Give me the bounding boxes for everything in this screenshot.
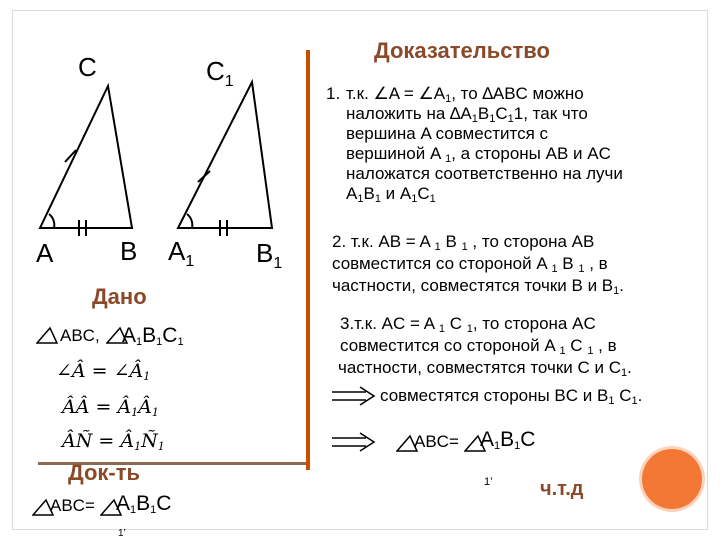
conclusion-trailing-index: 1’ bbox=[484, 476, 493, 488]
proof-step-1-number: 1. bbox=[326, 84, 341, 103]
proof-step-1-line-5: наложатся соответственно на лучи bbox=[346, 164, 623, 183]
vertex-label-a: A bbox=[36, 238, 54, 268]
proof-step-3-line-4: совместятся стороны BC и $B_1$ $C_1$. bbox=[380, 386, 643, 407]
triangle-icon bbox=[36, 326, 58, 344]
vertex-label-b1: $B_1$ bbox=[256, 238, 283, 272]
proof-step-3-line-3: частности, совместятся точки C и $C_1$. bbox=[338, 358, 632, 379]
triangles-figure bbox=[30, 70, 300, 240]
prove-trailing-index: 1’ bbox=[118, 528, 126, 539]
given-triangle-a1b1c1: $A_1B_1C_1$ bbox=[122, 324, 184, 348]
proof-step-3-line-1: 3.т.к. AC = A $_1$ C $_1$, то сторона AC bbox=[340, 314, 596, 335]
vertex-label-c: C bbox=[78, 52, 97, 82]
proof-step-2-line-2: совместится со стороной A $_1$ B $_1$ , в bbox=[332, 254, 608, 275]
orange-decorative-circle bbox=[642, 449, 702, 509]
given-side-condition-1: ÂÂ = $Â_1Â_1$ bbox=[62, 396, 159, 419]
proof-step-1-line-3: вершина A совместится с bbox=[346, 124, 549, 143]
prove-statement-left: ABC= bbox=[50, 496, 95, 515]
proof-step-1-line-4: вершиной A $_1$, а стороны AB и AC bbox=[346, 144, 611, 165]
given-title: Дано bbox=[92, 284, 147, 309]
prove-title: Док-ть bbox=[68, 460, 141, 485]
qed-label: ч.т.д bbox=[540, 478, 584, 500]
implies-arrow-icon bbox=[332, 386, 376, 406]
given-side-condition-2: ÂÑ = $Â_1Ñ_1$ bbox=[62, 430, 165, 453]
proof-step-2-line-3: частности, совместятся точки B и $B_1$. bbox=[332, 276, 624, 297]
angle-mark-a bbox=[49, 214, 54, 228]
triangle-abc bbox=[40, 86, 132, 228]
tick-a1c1 bbox=[198, 171, 210, 182]
angle-mark-a1 bbox=[187, 214, 192, 228]
conclusion-right: $A_1B_1C$ bbox=[480, 428, 536, 452]
proof-step-1-line-1: т.к. ∠A = $\angle A_1$, то ∆ABC можно bbox=[346, 84, 584, 105]
vertex-label-c1: $C_1$ bbox=[206, 56, 234, 90]
proof-step-2-line-1: 2. т.к. AB = A $_1$ B $_1$ , то сторона AB bbox=[332, 232, 595, 253]
given-triangle-abc: ABC, bbox=[60, 326, 100, 345]
vertex-label-a1: $A_1$ bbox=[168, 236, 195, 270]
proof-title: Доказательство bbox=[374, 38, 550, 63]
proof-step-1-line-2: наложить на $\Delta A_1B_1C_11$, так что bbox=[346, 104, 588, 125]
conclusion-left: ABC= bbox=[414, 432, 459, 451]
column-divider bbox=[306, 50, 310, 470]
proof-step-3-line-2: совместится со стороной A $_1$ C $_1$ , в bbox=[340, 336, 617, 357]
proof-step-1-line-6: $A_1B_1$ и $A_1C_1$ bbox=[346, 184, 436, 205]
prove-statement-right: $A_1B_1C$ bbox=[116, 492, 172, 516]
vertex-label-b: B bbox=[120, 236, 138, 266]
implies-arrow-icon bbox=[332, 432, 376, 452]
given-angle-condition: ∠Â = $\angle Â_1$ bbox=[56, 360, 151, 383]
triangle-a1b1c1 bbox=[178, 82, 272, 228]
